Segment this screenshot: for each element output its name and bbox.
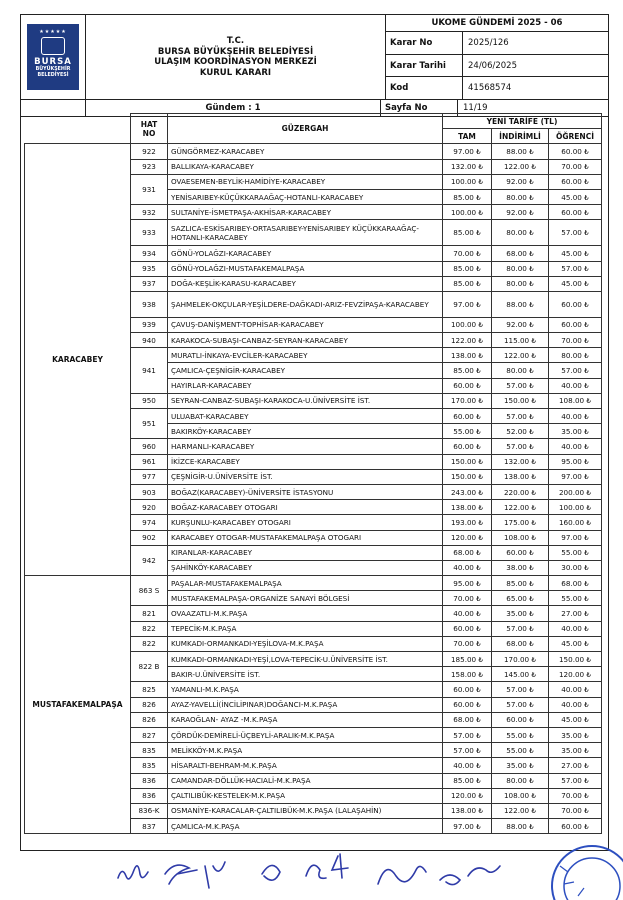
- indirimli-cell: 57.00 ₺: [492, 439, 549, 454]
- tariff-table: [24, 113, 602, 834]
- route-cell: ÇAMLICA-ÇEŞNİGİR-KARACABEY: [168, 363, 443, 378]
- indirimli-cell: 145.00 ₺: [492, 667, 549, 682]
- tam-cell: 150.00 ₺: [443, 454, 492, 469]
- route-cell: MURATLI-İNKAYA-EVCİLER-KARACABEY: [168, 348, 443, 363]
- ogrenci-cell: 57.00 ₺: [549, 363, 602, 378]
- ogrenci-cell: 57.00 ₺: [549, 261, 602, 276]
- indirimli-cell: 57.00 ₺: [492, 378, 549, 393]
- sayfa-label: Sayfa No: [381, 100, 458, 116]
- tam-cell: 158.00 ₺: [443, 667, 492, 682]
- tam-cell: 60.00 ₺: [443, 378, 492, 393]
- ogrenci-cell: 60.00 ₺: [549, 819, 602, 834]
- indirimli-cell: 80.00 ₺: [492, 189, 549, 204]
- ogrenci-cell: 55.00 ₺: [549, 591, 602, 606]
- route-cell: HARMANLI-KARACABEY: [168, 439, 443, 454]
- route-cell: MELİKKÖY-M.K.PAŞA: [168, 743, 443, 758]
- logo-text-1: BURSA: [34, 57, 72, 67]
- tam-cell: 40.00 ₺: [443, 606, 492, 621]
- indirimli-cell: 88.00 ₺: [492, 819, 549, 834]
- route-cell: ŞAHİNKÖY-KARACABEY: [168, 560, 443, 575]
- indirimli-cell: 175.00 ₺: [492, 515, 549, 530]
- logo-stars: ★★★★★: [39, 29, 67, 35]
- hat-no-cell: 836: [131, 788, 168, 803]
- tam-cell: 40.00 ₺: [443, 560, 492, 575]
- signature-5: [306, 865, 326, 878]
- route-cell: PAŞALAR-MUSTAFAKEMALPAŞA: [168, 576, 443, 591]
- indirimli-cell: 35.00 ₺: [492, 758, 549, 773]
- tarife-header: YENİ TARİFE (TL): [443, 114, 602, 129]
- signature-4: [262, 865, 280, 880]
- indirimli-cell: 170.00 ₺: [492, 652, 549, 667]
- karar-tarihi-row: [386, 55, 608, 78]
- indirimli-cell: 122.00 ₺: [492, 348, 549, 363]
- ogrenci-cell: 160.00 ₺: [549, 515, 602, 530]
- ogrenci-cell: 40.00 ₺: [549, 409, 602, 424]
- ogrenci-cell: 60.00 ₺: [549, 291, 602, 317]
- indirimli-cell: 55.00 ₺: [492, 743, 549, 758]
- ogrenci-cell: 95.00 ₺: [549, 454, 602, 469]
- ogrenci-cell: 45.00 ₺: [549, 276, 602, 291]
- hat-no-cell: 935: [131, 261, 168, 276]
- hat-no-cell: 922: [131, 144, 168, 159]
- kod-row: [386, 77, 608, 99]
- route-cell: ÇALTILIBÜK-KESTELEK-M.K.PAŞA: [168, 788, 443, 803]
- hat-no-cell: 903: [131, 484, 168, 499]
- hat-no-cell: 836-K: [131, 803, 168, 818]
- indirimli-cell: 57.00 ₺: [492, 621, 549, 636]
- indirimli-cell: 38.00 ₺: [492, 560, 549, 575]
- indirimli-cell: 57.00 ₺: [492, 409, 549, 424]
- hat-no-cell: 960: [131, 439, 168, 454]
- indirimli-cell: 138.00 ₺: [492, 469, 549, 484]
- indirimli-cell: 88.00 ₺: [492, 291, 549, 317]
- region-cell: KARACABEY: [25, 144, 131, 576]
- indirimli-cell: 80.00 ₺: [492, 773, 549, 788]
- region-cell: MUSTAFAKEMALPAŞA: [25, 576, 131, 834]
- indirimli-cell: 55.00 ₺: [492, 727, 549, 742]
- ogrenci-cell: 80.00 ₺: [549, 348, 602, 363]
- indirimli-cell: 80.00 ₺: [492, 220, 549, 246]
- ogrenci-cell: 60.00 ₺: [549, 205, 602, 220]
- route-cell: ÇÖRDÜK-DEMİRELİ-ÜÇBEYLİ-ARALIK-M.K.PAŞA: [168, 727, 443, 742]
- indirimli-cell: 60.00 ₺: [492, 712, 549, 727]
- hat-no-cell: 822: [131, 621, 168, 636]
- ogrenci-cell: 100.00 ₺: [549, 500, 602, 515]
- tam-cell: 68.00 ₺: [443, 545, 492, 560]
- indirimli-cell: 92.00 ₺: [492, 174, 549, 189]
- route-cell: BAKIR-U.ÜNİVERSİTE İST.: [168, 667, 443, 682]
- ogrenci-cell: 27.00 ₺: [549, 606, 602, 621]
- hat-no-cell: 837: [131, 819, 168, 834]
- tam-cell: 68.00 ₺: [443, 712, 492, 727]
- table-row: [25, 576, 602, 591]
- ogrenci-cell: 97.00 ₺: [549, 530, 602, 545]
- indirimli-cell: 88.00 ₺: [492, 144, 549, 159]
- karar-tarihi-value: 24/06/2025: [468, 60, 517, 71]
- route-cell: ULUABAT-KARACABEY: [168, 409, 443, 424]
- route-cell: SAZLICA-ESKİSARIBEY-ORTASARIBEY-YENİSARIBEY KÜÇÜKKARAAĞAÇ-HOTANLI-KARACABEY: [168, 220, 443, 246]
- hat-no-cell: 826: [131, 712, 168, 727]
- hat-no-cell: 822 B: [131, 652, 168, 682]
- hat-no-cell: 863 S: [131, 576, 168, 606]
- hat-no-cell: 826: [131, 697, 168, 712]
- ogrenci-cell: 45.00 ₺: [549, 189, 602, 204]
- karar-no-label: Karar No: [386, 32, 463, 54]
- official-stamp: [552, 846, 623, 900]
- route-cell: KUMKADI-ORMANKADI-YEŞİ,LOVA-TEPECİK-U.ÜNİVERSİTE İST.: [168, 652, 443, 667]
- indirimli-cell: 92.00 ₺: [492, 205, 549, 220]
- ogrenci-cell: 27.00 ₺: [549, 758, 602, 773]
- hat-no-cell: 931: [131, 174, 168, 204]
- indirimli-cell: 68.00 ₺: [492, 246, 549, 261]
- route-cell: GÖNÜ-YOLAĞZI-KARACABEY: [168, 246, 443, 261]
- signature-9: [468, 866, 500, 876]
- hat-no-cell: 902: [131, 530, 168, 545]
- route-cell: BAKIRKÖY-KARACABEY: [168, 424, 443, 439]
- indirimli-cell: 57.00 ₺: [492, 682, 549, 697]
- title-line-4: KURUL KARARI: [199, 67, 272, 78]
- route-cell: KURŞUNLU-KARACABEY OTOGARI: [168, 515, 443, 530]
- signature-1: [118, 866, 148, 879]
- hat-no-cell: 974: [131, 515, 168, 530]
- tam-cell: 57.00 ₺: [443, 727, 492, 742]
- karar-no-row: [386, 32, 608, 55]
- signature-3: [205, 862, 225, 888]
- ogrenci-cell: 200.00 ₺: [549, 484, 602, 499]
- tam-cell: 138.00 ₺: [443, 348, 492, 363]
- tam-cell: 100.00 ₺: [443, 174, 492, 189]
- tam-cell: 120.00 ₺: [443, 530, 492, 545]
- ogrenci-cell: 40.00 ₺: [549, 378, 602, 393]
- hat-no-cell: 950: [131, 393, 168, 408]
- tam-cell: 85.00 ₺: [443, 189, 492, 204]
- hat-no-cell: 941: [131, 348, 168, 394]
- indirimli-cell: 52.00 ₺: [492, 424, 549, 439]
- ogrenci-cell: 35.00 ₺: [549, 727, 602, 742]
- ogrenci-cell: 35.00 ₺: [549, 424, 602, 439]
- tam-cell: 60.00 ₺: [443, 439, 492, 454]
- signature-6: [332, 854, 348, 878]
- karar-tarihi-label: Karar Tarihi: [386, 55, 463, 77]
- tam-cell: 85.00 ₺: [443, 220, 492, 246]
- route-cell: BOĞAZ(KARACABEY)-ÜNİVERSİTE İSTASYONU: [168, 484, 443, 499]
- indirimli-cell: 60.00 ₺: [492, 545, 549, 560]
- tam-cell: 243.00 ₺: [443, 484, 492, 499]
- indirimli-cell: 92.00 ₺: [492, 317, 549, 332]
- tam-cell: 150.00 ₺: [443, 469, 492, 484]
- route-cell: ÇAMLICA-M.K.PAŞA: [168, 819, 443, 834]
- route-cell: İKİZCE-KARACABEY: [168, 454, 443, 469]
- route-cell: AYAZ-YAVELLİ(İNCİLİPINAR)DOĞANCI-M.K.PAŞA: [168, 697, 443, 712]
- hat-no-cell: 825: [131, 682, 168, 697]
- tam-cell: 40.00 ₺: [443, 758, 492, 773]
- ogrenci-cell: 45.00 ₺: [549, 246, 602, 261]
- ogrenci-cell: 70.00 ₺: [549, 333, 602, 348]
- ogrenci-header: ÖĞRENCİ: [549, 129, 602, 144]
- tam-cell: 70.00 ₺: [443, 246, 492, 261]
- hat-no-cell: 933: [131, 220, 168, 246]
- agenda-title: UKOME GÜNDEMİ 2025 - 06: [386, 15, 608, 32]
- sayfa-value: 11/19: [463, 103, 488, 113]
- indirimli-cell: 35.00 ₺: [492, 606, 549, 621]
- route-cell: SULTANİYE-İSMETPAŞA-AKHİSAR-KARACABEY: [168, 205, 443, 220]
- tam-cell: 138.00 ₺: [443, 500, 492, 515]
- hat-no-cell: 942: [131, 545, 168, 575]
- ogrenci-cell: 150.00 ₺: [549, 652, 602, 667]
- route-cell: HAYIRLAR-KARACABEY: [168, 378, 443, 393]
- indirimli-cell: 65.00 ₺: [492, 591, 549, 606]
- tam-cell: 95.00 ₺: [443, 576, 492, 591]
- hat-no-cell: 934: [131, 246, 168, 261]
- ogrenci-cell: 40.00 ₺: [549, 439, 602, 454]
- hat-no-cell: 940: [131, 333, 168, 348]
- indirimli-cell: 150.00 ₺: [492, 393, 549, 408]
- route-cell: CAMANDAR-DÖLLÜK-HACIALİ-M.K.PAŞA: [168, 773, 443, 788]
- route-cell: HİSARALTI-BEHRAM-M.K.PAŞA: [168, 758, 443, 773]
- tam-cell: 120.00 ₺: [443, 788, 492, 803]
- indirimli-cell: 122.00 ₺: [492, 803, 549, 818]
- hat-no-cell: 951: [131, 409, 168, 439]
- tam-cell: 85.00 ₺: [443, 363, 492, 378]
- ogrenci-cell: 70.00 ₺: [549, 803, 602, 818]
- route-cell: ŞAHMELEK-OKÇULAR-YEŞİLDERE-DAĞKADI-ARIZ-FEVZİPAŞA-KARACABEY: [168, 291, 443, 317]
- tam-cell: 193.00 ₺: [443, 515, 492, 530]
- kod-label: Kod: [386, 77, 463, 99]
- tam-cell: 60.00 ₺: [443, 621, 492, 636]
- indirimli-header: İNDİRİMLİ: [492, 129, 549, 144]
- route-cell: BALLIKAYA-KARACABEY: [168, 159, 443, 174]
- tam-cell: 60.00 ₺: [443, 409, 492, 424]
- karar-no-value: 2025/126: [468, 37, 509, 48]
- indirimli-cell: 108.00 ₺: [492, 788, 549, 803]
- ogrenci-cell: 57.00 ₺: [549, 220, 602, 246]
- hat-no-cell: 938: [131, 291, 168, 317]
- gundem-label: Gündem : 1: [85, 100, 381, 116]
- ogrenci-cell: 68.00 ₺: [549, 576, 602, 591]
- indirimli-cell: 80.00 ₺: [492, 261, 549, 276]
- kod-value: 41568574: [468, 83, 512, 94]
- route-cell: MUSTAFAKEMALPAŞA-ORGANİZE SANAYİ BÖLGESİ: [168, 591, 443, 606]
- table-body: [25, 144, 602, 834]
- tam-cell: 100.00 ₺: [443, 317, 492, 332]
- indirimli-cell: 115.00 ₺: [492, 333, 549, 348]
- route-cell: YENİSARIBEY-KÜÇÜKKARAAĞAÇ-HOTANLI-KARACABEY: [168, 189, 443, 204]
- ogrenci-cell: 55.00 ₺: [549, 545, 602, 560]
- ogrenci-cell: 40.00 ₺: [549, 682, 602, 697]
- region-header: [25, 114, 131, 144]
- ogrenci-cell: 60.00 ₺: [549, 174, 602, 189]
- signature-8: [440, 875, 460, 885]
- tam-cell: 70.00 ₺: [443, 591, 492, 606]
- route-cell: BOĞAZ-KARACABEY OTOGARI: [168, 500, 443, 515]
- route-cell: OVAAZATLI-M.K.PAŞA: [168, 606, 443, 621]
- tam-cell: 85.00 ₺: [443, 276, 492, 291]
- meta-block: [386, 15, 608, 99]
- hat-no-cell: 822: [131, 636, 168, 651]
- indirimli-cell: 80.00 ₺: [492, 276, 549, 291]
- signature-2: [165, 865, 197, 884]
- route-cell: KARAOĞLAN- AYAZ -M.K.PAŞA: [168, 712, 443, 727]
- ogrenci-cell: 57.00 ₺: [549, 773, 602, 788]
- title-cell: [86, 15, 386, 99]
- ogrenci-cell: 45.00 ₺: [549, 636, 602, 651]
- tam-cell: 122.00 ₺: [443, 333, 492, 348]
- ogrenci-cell: 70.00 ₺: [549, 159, 602, 174]
- route-cell: OVAESEMEN-BEYLİK-HAMİDİYE-KARACABEY: [168, 174, 443, 189]
- hat-no-cell: 939: [131, 317, 168, 332]
- tam-cell: 57.00 ₺: [443, 743, 492, 758]
- ogrenci-cell: 70.00 ₺: [549, 788, 602, 803]
- title-line-3: ULAŞIM KOORDİNASYON MERKEZİ: [154, 57, 317, 67]
- signatures: [0, 836, 623, 900]
- ogrenci-cell: 60.00 ₺: [549, 144, 602, 159]
- tam-cell: 97.00 ₺: [443, 819, 492, 834]
- tam-cell: 60.00 ₺: [443, 682, 492, 697]
- hat-no-cell: 920: [131, 500, 168, 515]
- route-cell: OSMANİYE-KARACALAR-ÇALTILIBÜK-M.K.PAŞA (LALAŞAHİN): [168, 803, 443, 818]
- route-cell: ÇAVUŞ-DANİŞMENT-TOPHİSAR-KARACABEY: [168, 317, 443, 332]
- document-header: [20, 14, 609, 100]
- tam-cell: 60.00 ₺: [443, 697, 492, 712]
- indirimli-cell: 108.00 ₺: [492, 530, 549, 545]
- tam-cell: 185.00 ₺: [443, 652, 492, 667]
- hat-no-cell: 827: [131, 727, 168, 742]
- indirimli-cell: 122.00 ₺: [492, 500, 549, 515]
- tam-cell: 100.00 ₺: [443, 205, 492, 220]
- ogrenci-cell: 40.00 ₺: [549, 621, 602, 636]
- route-cell: SEYRAN-CANBAZ-SUBAŞI-KARAKOCA-U.ÜNİVERSİTE İST.: [168, 393, 443, 408]
- ogrenci-cell: 120.00 ₺: [549, 667, 602, 682]
- bursa-logo: [27, 24, 79, 90]
- indirimli-cell: 68.00 ₺: [492, 636, 549, 651]
- indirimli-cell: 85.00 ₺: [492, 576, 549, 591]
- ogrenci-cell: 40.00 ₺: [549, 697, 602, 712]
- indirimli-cell: 220.00 ₺: [492, 484, 549, 499]
- logo-emblem-icon: [41, 37, 65, 55]
- tam-cell: 170.00 ₺: [443, 393, 492, 408]
- hat-no-cell: 835: [131, 743, 168, 758]
- hat-no-cell: 977: [131, 469, 168, 484]
- title-line-2: BURSA BÜYÜKŞEHİR BELEDİYESİ: [157, 46, 314, 57]
- tam-cell: 85.00 ₺: [443, 261, 492, 276]
- indirimli-cell: 80.00 ₺: [492, 363, 549, 378]
- signature-7: [378, 866, 426, 884]
- route-cell: YAMANLI-M.K.PAŞA: [168, 682, 443, 697]
- ogrenci-cell: 30.00 ₺: [549, 560, 602, 575]
- hat-no-cell: 937: [131, 276, 168, 291]
- title-line-1: T.C.: [226, 36, 245, 46]
- indirimli-cell: 57.00 ₺: [492, 697, 549, 712]
- ogrenci-cell: 108.00 ₺: [549, 393, 602, 408]
- indirimli-cell: 122.00 ₺: [492, 159, 549, 174]
- route-cell: KUMKADI-ORMANKADI-YEŞİLOVA-M.K.PAŞA: [168, 636, 443, 651]
- route-cell: GÜNGÖRMEZ-KARACABEY: [168, 144, 443, 159]
- route-cell: DOĞA-KEŞLİK-KARASU-KARACABEY: [168, 276, 443, 291]
- hat-no-cell: 835: [131, 758, 168, 773]
- hat-no-cell: 821: [131, 606, 168, 621]
- tam-cell: 85.00 ₺: [443, 773, 492, 788]
- tam-cell: 70.00 ₺: [443, 636, 492, 651]
- hat-no-cell: 932: [131, 205, 168, 220]
- tam-cell: 97.00 ₺: [443, 291, 492, 317]
- route-cell: KARAKOCA-SUBAŞI-CANBAZ-SEYRAN-KARACABEY: [168, 333, 443, 348]
- ogrenci-cell: 97.00 ₺: [549, 469, 602, 484]
- guzergah-header: GÜZERGAH: [168, 114, 443, 144]
- logo-cell: [21, 15, 86, 99]
- ogrenci-cell: 35.00 ₺: [549, 743, 602, 758]
- route-cell: KIRANLAR-KARACABEY: [168, 545, 443, 560]
- tam-cell: 138.00 ₺: [443, 803, 492, 818]
- ogrenci-cell: 45.00 ₺: [549, 712, 602, 727]
- hat-no-cell: 836: [131, 773, 168, 788]
- hat-no-header: HAT NO: [131, 114, 168, 144]
- route-cell: TEPECİK-M.K.PAŞA: [168, 621, 443, 636]
- route-cell: KARACABEY OTOGAR-MUSTAFAKEMALPAŞA OTOGARI: [168, 530, 443, 545]
- logo-text-3: BELEDİYESİ: [37, 73, 69, 78]
- tam-cell: 97.00 ₺: [443, 144, 492, 159]
- table-row: [25, 144, 602, 159]
- hat-no-cell: 961: [131, 454, 168, 469]
- tam-header: TAM: [443, 129, 492, 144]
- route-cell: GÖNÜ-YOLAĞZI-MUSTAFAKEMALPAŞA: [168, 261, 443, 276]
- tam-cell: 132.00 ₺: [443, 159, 492, 174]
- route-cell: ÇEŞNİGİR-U.ÜNİVERSİTE İST.: [168, 469, 443, 484]
- tam-cell: 55.00 ₺: [443, 424, 492, 439]
- table-header-row: [25, 114, 602, 129]
- logo-text-2: BÜYÜKŞEHİR: [35, 67, 71, 72]
- indirimli-cell: 132.00 ₺: [492, 454, 549, 469]
- hat-no-cell: 923: [131, 159, 168, 174]
- ogrenci-cell: 60.00 ₺: [549, 317, 602, 332]
